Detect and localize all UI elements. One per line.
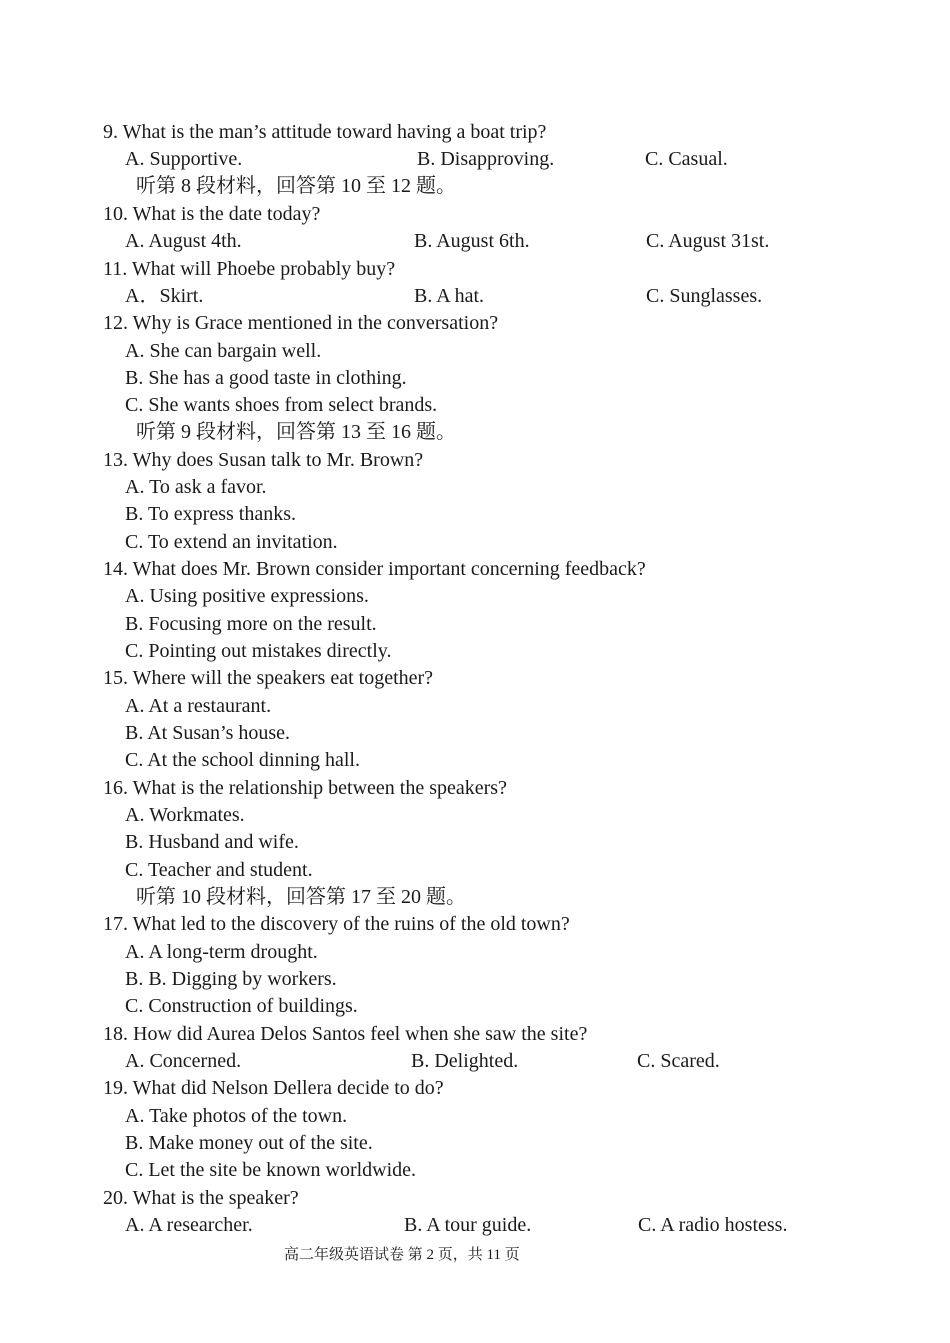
- q11-option-c: C. Sunglasses.: [646, 285, 763, 307]
- q17-option-b: B. B. Digging by workers.: [125, 968, 337, 990]
- q19-option-a: A. Take photos of the town.: [125, 1105, 348, 1127]
- question-13: 13. Why does Susan talk to Mr. Brown?: [103, 449, 424, 471]
- q17-option-a: A. A long-term drought.: [125, 941, 318, 963]
- question-15: 15. Where will the speakers eat together?: [103, 667, 434, 689]
- q10-option-b: B. August 6th.: [414, 230, 530, 252]
- q11-option-a: A．Skirt.: [125, 285, 204, 307]
- q10-option-a: A. August 4th.: [125, 230, 242, 252]
- q9-option-b: B. Disapproving.: [417, 148, 555, 170]
- q20-option-b: B. A tour guide.: [404, 1214, 532, 1236]
- q15-option-c: C. At the school dinning hall.: [125, 749, 360, 771]
- question-16: 16. What is the relationship between the speakers?: [103, 777, 507, 799]
- q14-option-c: C. Pointing out mistakes directly.: [125, 640, 392, 662]
- section-heading-8: 听第 8 段材料，回答第 10 至 12 题。: [136, 175, 456, 197]
- q12-option-c: C. She wants shoes from select brands.: [125, 394, 438, 416]
- question-18: 18. How did Aurea Delos Santos feel when she saw the site?: [103, 1023, 588, 1045]
- q11-option-b: B. A hat.: [414, 285, 485, 307]
- q14-option-a: A. Using positive expressions.: [125, 585, 369, 607]
- q9-option-c: C. Casual.: [645, 148, 728, 170]
- q20-option-a: A. A researcher.: [125, 1214, 253, 1236]
- q17-option-c: C. Construction of buildings.: [125, 995, 358, 1017]
- q19-option-b: B. Make money out of the site.: [125, 1132, 373, 1154]
- q16-option-b: B. Husband and wife.: [125, 831, 299, 853]
- q14-option-b: B. Focusing more on the result.: [125, 613, 377, 635]
- q15-option-a: A. At a restaurant.: [125, 695, 272, 717]
- question-14: 14. What does Mr. Brown consider important concerning feedback?: [103, 558, 646, 580]
- question-17: 17. What led to the discovery of the ruins of the old town?: [103, 913, 570, 935]
- q18-option-c: C. Scared.: [637, 1050, 720, 1072]
- q12-option-a: A. She can bargain well.: [125, 340, 322, 362]
- question-11: 11. What will Phoebe probably buy?: [103, 258, 396, 280]
- q15-option-b: B. At Susan’s house.: [125, 722, 291, 744]
- question-19: 19. What did Nelson Dellera decide to do?: [103, 1077, 444, 1099]
- q16-option-a: A. Workmates.: [125, 804, 245, 826]
- q19-option-c: C. Let the site be known worldwide.: [125, 1159, 417, 1181]
- q12-option-b: B. She has a good taste in clothing.: [125, 367, 407, 389]
- question-10: 10. What is the date today?: [103, 203, 321, 225]
- section-heading-9: 听第 9 段材料，回答第 13 至 16 题。: [136, 421, 456, 443]
- q20-option-c: C. A radio hostess.: [638, 1214, 788, 1236]
- q18-option-b: B. Delighted.: [411, 1050, 519, 1072]
- question-9: 9. What is the man’s attitude toward having a boat trip?: [103, 121, 547, 143]
- q13-option-c: C. To extend an invitation.: [125, 531, 338, 553]
- q10-option-c: C. August 31st.: [646, 230, 770, 252]
- q13-option-a: A. To ask a favor.: [125, 476, 267, 498]
- page-footer: 高二年级英语试卷 第 2 页，共 11 页: [284, 1247, 520, 1263]
- q13-option-b: B. To express thanks.: [125, 503, 296, 525]
- question-20: 20. What is the speaker?: [103, 1187, 299, 1209]
- q16-option-c: C. Teacher and student.: [125, 859, 313, 881]
- question-12: 12. Why is Grace mentioned in the conversation?: [103, 312, 499, 334]
- section-heading-10: 听第 10 段材料，回答第 17 至 20 题。: [136, 886, 466, 908]
- q9-option-a: A. Supportive.: [125, 148, 243, 170]
- q18-option-a: A. Concerned.: [125, 1050, 242, 1072]
